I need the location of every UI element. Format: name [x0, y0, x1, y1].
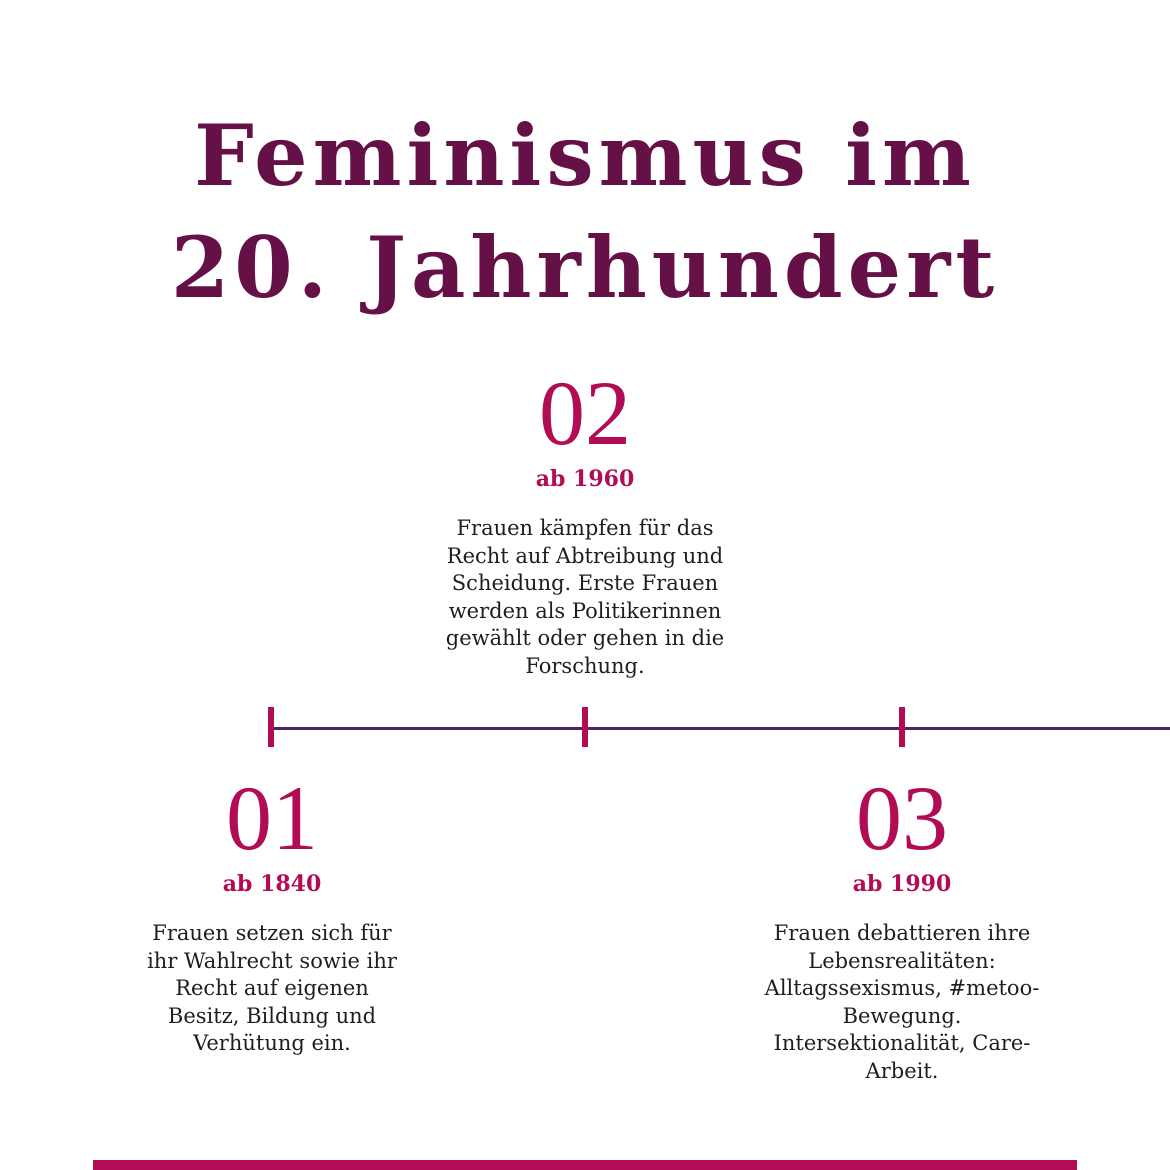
- milestone-date: ab 1960: [535, 466, 635, 492]
- milestone-date: ab 1990: [852, 871, 952, 897]
- milestone-date: ab 1840: [222, 871, 322, 897]
- milestone-text: Frauen setzen sich für ihr Wahlrecht sowie ihr Recht auf eigenen Besitz, Bildung und Verhütung ein.: [147, 921, 397, 1055]
- milestone-02: [435, 362, 735, 680]
- timeline-tick-02: [582, 707, 588, 747]
- bottom-accent-bar: [93, 1160, 1077, 1170]
- milestone-text: Frauen kämpfen für das Recht auf Abtreibung und Scheidung. Erste Frauen werden als Politikerinnen gewählt oder gehen in die Forschung.: [445, 516, 725, 678]
- milestone-01: [140, 767, 404, 1058]
- title-line-2: 20. Jahrhundert: [170, 218, 1000, 317]
- timeline-axis: [270, 727, 1170, 730]
- timeline-tick-03: [899, 707, 905, 747]
- milestone-number: 03: [856, 767, 948, 869]
- milestone-text: Frauen debattieren ihre Lebensrealitäten: Alltagssexismus, #metoo-Bewegung. Intersektionalität, Care-Arbeit.: [764, 921, 1040, 1083]
- milestone-03: [757, 767, 1047, 1085]
- timeline-tick-01: [268, 707, 274, 747]
- milestone-number: 01: [226, 767, 318, 869]
- title-line-1: Feminismus im: [194, 106, 976, 205]
- milestone-number: 02: [539, 362, 631, 464]
- page-title: [0, 100, 1170, 324]
